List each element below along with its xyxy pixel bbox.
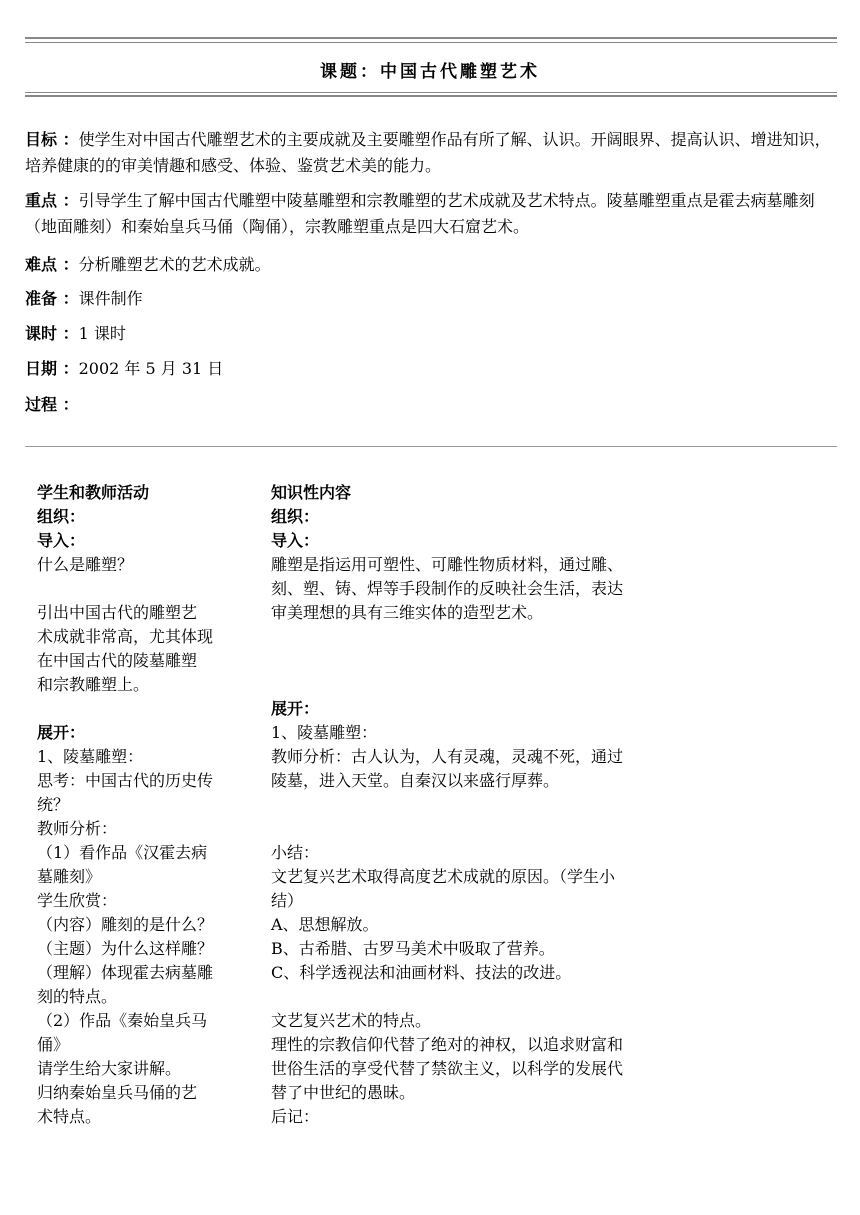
section-divider — [25, 446, 837, 447]
activity-line — [37, 697, 262, 721]
activity-line: （理解）体现霍去病墓雕 — [37, 963, 214, 982]
goal-text: 使学生对中国古代雕塑艺术的主要成就及主要雕塑作品有所了解、认识。开阔眼界、提高认识、增进知识，培养健康的的审美情趣和感受、体验、鉴赏艺术美的能力。 — [25, 130, 831, 175]
difficulty-text: 分析雕塑艺术的艺术成就。 — [78, 255, 271, 274]
top-rule — [25, 37, 837, 39]
focus-block — [25, 188, 840, 240]
activity-line: 俑》 — [37, 1035, 70, 1054]
content-line — [271, 673, 731, 697]
content-line — [271, 793, 731, 817]
content-line — [271, 625, 731, 649]
activity-line: 术特点。 — [37, 1107, 102, 1126]
content-line: 结） — [271, 891, 304, 910]
activity-line: 和宗教雕塑上。 — [37, 675, 150, 694]
activity-line: （2）作品《秦始皇兵马 — [37, 1011, 208, 1030]
content-line: 展开： — [271, 699, 320, 718]
activity-line — [37, 577, 262, 601]
content-line: C、科学透视法和油画材料、技法的改进。 — [271, 963, 572, 982]
activity-line: 请学生给大家讲解。 — [37, 1059, 182, 1078]
content-line: 导入： — [271, 531, 320, 550]
activity-line: 什么是雕塑？ — [37, 555, 134, 574]
content-line: 文艺复兴艺术取得高度艺术成就的原因。（学生小 — [271, 867, 616, 886]
content-line: B、古希腊、古罗马美术中吸取了营养。 — [271, 939, 555, 958]
content-line: 世俗生活的享受代替了禁欲主义，以科学的发展代 — [271, 1059, 624, 1078]
activity-line: 展开： — [37, 723, 86, 742]
content-line: 替了中世纪的愚昧。 — [271, 1083, 416, 1102]
content-line — [271, 649, 731, 673]
date-block — [25, 356, 840, 382]
content-line: A、思想解放。 — [271, 915, 379, 934]
activity-line: 在中国古代的陵墓雕塑 — [37, 651, 198, 670]
page-title: 课题：中国古代雕塑艺术 — [320, 62, 540, 82]
activity-line: 刻的特点。 — [37, 987, 118, 1006]
content-line: 组织： — [271, 507, 320, 526]
difficulty-label: 难点 ： — [25, 255, 79, 274]
content-line: 理性的宗教信仰代替了绝对的神权，以追求财富和 — [271, 1035, 624, 1054]
content-line — [271, 985, 731, 1009]
activity-line: （主题）为什么这样雕？ — [37, 939, 214, 958]
activity-line: 术成就非常高，尤其体现 — [37, 627, 214, 646]
process-block — [25, 392, 840, 418]
activity-line: 导入： — [37, 531, 86, 550]
activity-line: 1、陵墓雕塑： — [37, 747, 144, 766]
content-line: 教师分析：古人认为，人有灵魂，灵魂不死，通过 — [271, 747, 624, 766]
prep-label: 准备 ： — [25, 289, 79, 308]
activity-line: 思考：中国古代的历史传 — [37, 771, 214, 790]
activity-line: 归纳秦始皇兵马俑的艺 — [37, 1083, 198, 1102]
activity-line: （1）看作品《汉霍去病 — [37, 843, 208, 862]
prep-text: 课件制作 — [78, 289, 143, 308]
top-rule-thin — [25, 42, 837, 43]
content-line: 刻、塑、铸、焊等手段制作的反映社会生活，表达 — [271, 579, 624, 598]
title-rule-thick — [25, 95, 837, 97]
activity-line: 学生欣赏： — [37, 891, 118, 910]
goal-label: 目标 ： — [25, 130, 79, 149]
content-line: 1、陵墓雕塑： — [271, 723, 378, 742]
goal-block — [25, 127, 840, 179]
process-label: 过程 ： — [25, 395, 79, 414]
activity-line: 统？ — [37, 795, 70, 814]
activity-line: 墓雕刻》 — [37, 867, 102, 886]
difficulty-block — [25, 252, 840, 278]
activity-line: 学生和教师活动 — [37, 483, 150, 502]
hours-block — [25, 321, 840, 347]
activity-line: （内容）雕刻的是什么？ — [37, 915, 214, 934]
activity-line: 教师分析： — [37, 819, 118, 838]
focus-text: 引导学生了解中国古代雕塑中陵墓雕塑和宗教雕塑的艺术成就及艺术特点。陵墓雕塑重点是霍去病墓雕刻（地面雕刻）和秦始皇兵马俑（陶俑），宗教雕塑重点是四大石窟艺术。 — [25, 191, 815, 236]
hours-text: 1 课时 — [78, 324, 126, 343]
date-text: 2002 年 5 月 31 日 — [78, 359, 224, 378]
prep-block — [25, 286, 840, 312]
content-column — [271, 481, 731, 1129]
content-line: 知识性内容 — [271, 483, 352, 502]
activity-line: 组织： — [37, 507, 86, 526]
date-label: 日期 ： — [25, 359, 79, 378]
content-line: 雕塑是指运用可塑性、可雕性物质材料，通过雕、 — [271, 555, 624, 574]
focus-label: 重点 ： — [25, 191, 79, 210]
content-line: 文艺复兴艺术的特点。 — [271, 1011, 432, 1030]
activity-line: 引出中国古代的雕塑艺 — [37, 603, 198, 622]
content-line: 后记： — [271, 1107, 320, 1126]
hours-label: 课时 ： — [25, 324, 79, 343]
content-line: 小结： — [271, 843, 320, 862]
activity-column — [37, 481, 262, 1129]
title-rule — [25, 92, 837, 93]
content-line: 审美理想的具有三维实体的造型艺术。 — [271, 603, 544, 622]
content-line — [271, 817, 731, 841]
content-line: 陵墓，进入天堂。自秦汉以来盛行厚葬。 — [271, 771, 560, 790]
